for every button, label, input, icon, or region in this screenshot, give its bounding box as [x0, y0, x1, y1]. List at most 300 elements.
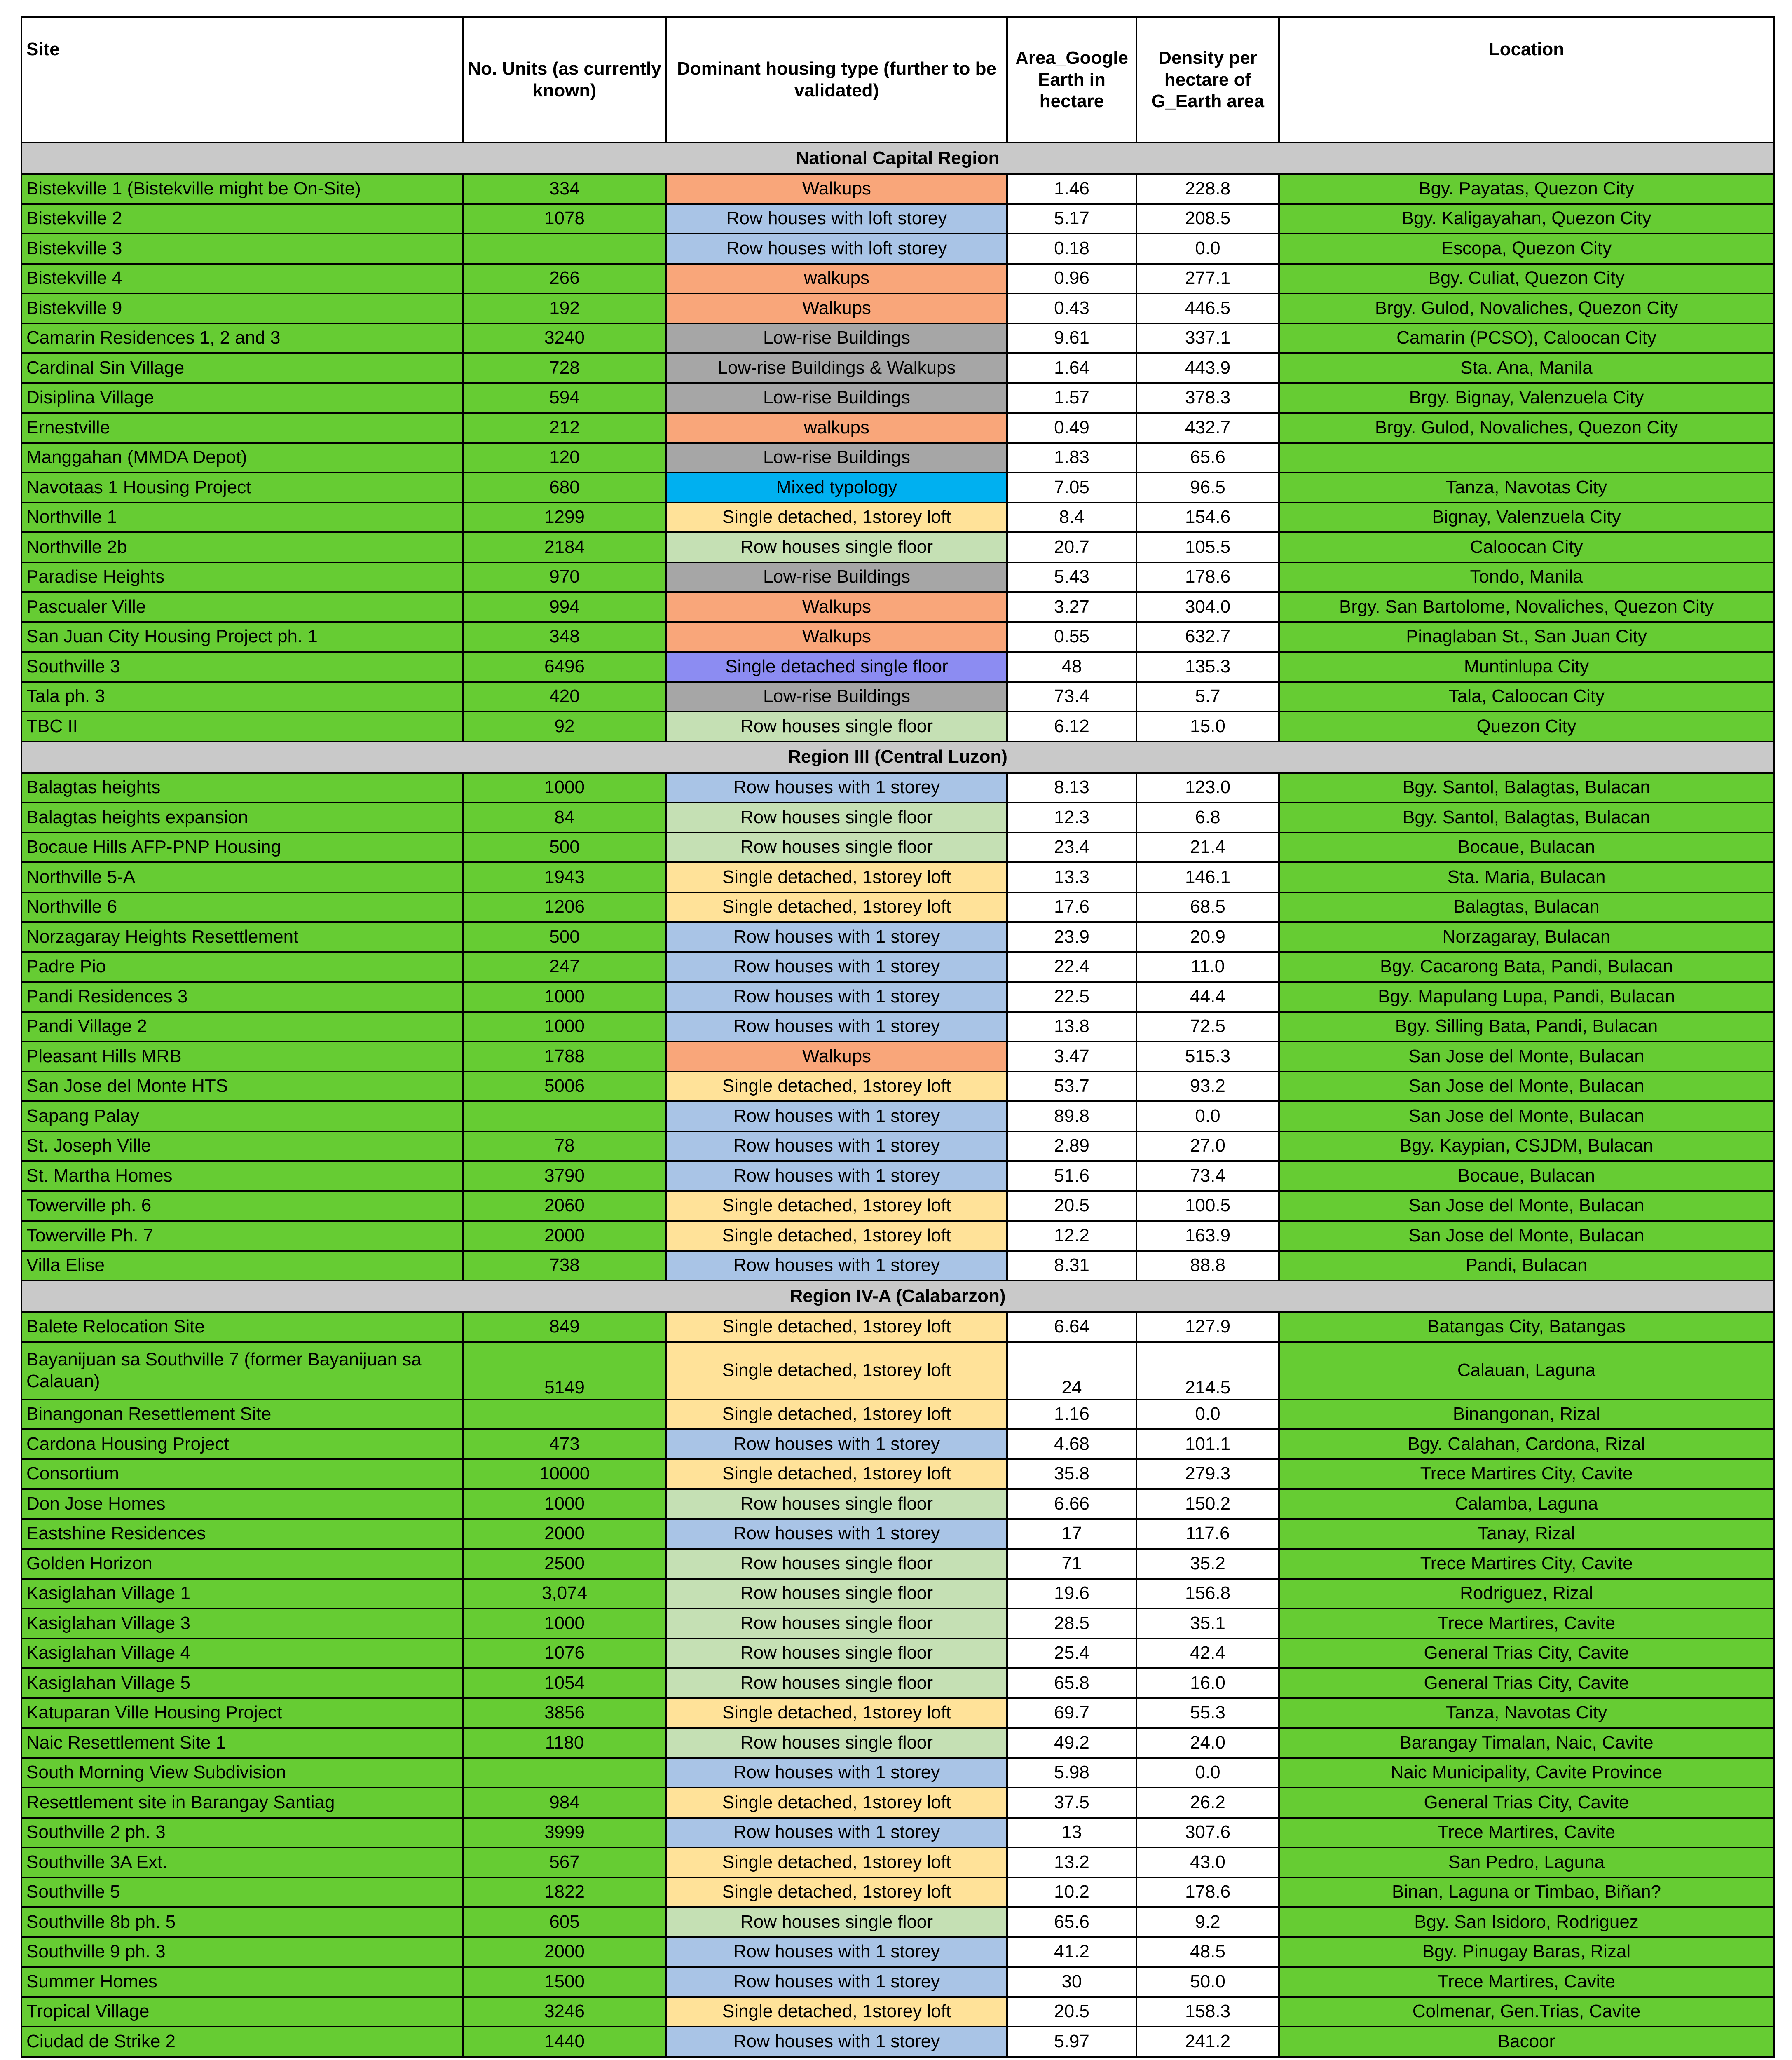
- area-cell[interactable]: 20.7: [1007, 532, 1136, 562]
- units-cell[interactable]: 605: [463, 1907, 666, 1937]
- area-cell[interactable]: 0.55: [1007, 622, 1136, 652]
- site-cell[interactable]: Consortium: [21, 1459, 463, 1489]
- location-cell[interactable]: Pinaglaban St., San Juan City: [1279, 622, 1774, 652]
- units-cell[interactable]: 10000: [463, 1459, 666, 1489]
- location-cell[interactable]: Tondo, Manila: [1279, 562, 1774, 592]
- site-cell[interactable]: Bistekville 3: [21, 234, 463, 264]
- location-cell[interactable]: General Trias City, Cavite: [1279, 1788, 1774, 1818]
- density-cell[interactable]: 24.0: [1136, 1728, 1279, 1758]
- location-cell[interactable]: Binangonan, Rizal: [1279, 1400, 1774, 1430]
- housing-type-cell[interactable]: Low-rise Buildings: [666, 562, 1007, 592]
- site-cell[interactable]: Kasiglahan Village 3: [21, 1608, 463, 1639]
- area-cell[interactable]: 6.64: [1007, 1312, 1136, 1342]
- location-cell[interactable]: Bgy. Mapulang Lupa, Pandi, Bulacan: [1279, 982, 1774, 1012]
- units-cell[interactable]: 500: [463, 833, 666, 863]
- housing-type-cell[interactable]: Single detached, 1storey loft: [666, 1342, 1007, 1400]
- site-cell[interactable]: Disiplina Village: [21, 383, 463, 413]
- units-cell[interactable]: 849: [463, 1312, 666, 1342]
- units-cell[interactable]: [463, 1758, 666, 1788]
- units-cell[interactable]: [463, 234, 666, 264]
- density-cell[interactable]: 515.3: [1136, 1042, 1279, 1072]
- units-cell[interactable]: 1440: [463, 2027, 666, 2057]
- housing-type-cell[interactable]: Row houses with 1 storey: [666, 1818, 1007, 1848]
- site-cell[interactable]: Southville 8b ph. 5: [21, 1907, 463, 1937]
- density-cell[interactable]: 0.0: [1136, 1400, 1279, 1430]
- housing-type-cell[interactable]: Row houses single floor: [666, 1608, 1007, 1639]
- location-cell[interactable]: Bocaue, Bulacan: [1279, 1161, 1774, 1191]
- housing-type-cell[interactable]: Row houses single floor: [666, 1579, 1007, 1609]
- site-cell[interactable]: Southville 3: [21, 652, 463, 682]
- density-cell[interactable]: 146.1: [1136, 862, 1279, 892]
- area-cell[interactable]: 73.4: [1007, 682, 1136, 712]
- site-cell[interactable]: Katuparan Ville Housing Project: [21, 1698, 463, 1728]
- housing-type-cell[interactable]: Row houses with 1 storey: [666, 1101, 1007, 1131]
- area-cell[interactable]: 9.61: [1007, 323, 1136, 353]
- location-cell[interactable]: Tanay, Rizal: [1279, 1519, 1774, 1549]
- housing-type-cell[interactable]: Row houses single floor: [666, 1668, 1007, 1698]
- header-site[interactable]: Site: [21, 17, 463, 143]
- site-cell[interactable]: St. Joseph Ville: [21, 1131, 463, 1161]
- area-cell[interactable]: 13.2: [1007, 1847, 1136, 1877]
- density-cell[interactable]: 208.5: [1136, 204, 1279, 234]
- units-cell[interactable]: 738: [463, 1251, 666, 1281]
- location-cell[interactable]: Brgy. Gulod, Novaliches, Quezon City: [1279, 293, 1774, 323]
- site-cell[interactable]: St. Martha Homes: [21, 1161, 463, 1191]
- units-cell[interactable]: 3240: [463, 323, 666, 353]
- site-cell[interactable]: Southville 3A Ext.: [21, 1847, 463, 1877]
- housing-type-cell[interactable]: Row houses with 1 storey: [666, 773, 1007, 803]
- units-cell[interactable]: 2000: [463, 1221, 666, 1251]
- density-cell[interactable]: 9.2: [1136, 1907, 1279, 1937]
- area-cell[interactable]: 20.5: [1007, 1997, 1136, 2027]
- housing-type-cell[interactable]: Row houses with 1 storey: [666, 1937, 1007, 1967]
- location-cell[interactable]: Tanza, Navotas City: [1279, 1698, 1774, 1728]
- location-cell[interactable]: Muntinlupa City: [1279, 652, 1774, 682]
- density-cell[interactable]: 42.4: [1136, 1639, 1279, 1669]
- housing-type-cell[interactable]: Row houses with 1 storey: [666, 2027, 1007, 2057]
- site-cell[interactable]: Camarin Residences 1, 2 and 3: [21, 323, 463, 353]
- area-cell[interactable]: 1.83: [1007, 443, 1136, 473]
- units-cell[interactable]: 970: [463, 562, 666, 592]
- location-cell[interactable]: Bgy. Pinugay Baras, Rizal: [1279, 1937, 1774, 1967]
- location-cell[interactable]: Bgy. Silling Bata, Pandi, Bulacan: [1279, 1012, 1774, 1042]
- units-cell[interactable]: 594: [463, 383, 666, 413]
- location-cell[interactable]: San Jose del Monte, Bulacan: [1279, 1101, 1774, 1131]
- site-cell[interactable]: Padre Pio: [21, 952, 463, 982]
- location-cell[interactable]: Bgy. Santol, Balagtas, Bulacan: [1279, 803, 1774, 833]
- region-name[interactable]: Region IV-A (Calabarzon): [21, 1280, 1774, 1312]
- site-cell[interactable]: Balete Relocation Site: [21, 1312, 463, 1342]
- density-cell[interactable]: 277.1: [1136, 264, 1279, 294]
- units-cell[interactable]: 1180: [463, 1728, 666, 1758]
- density-cell[interactable]: 43.0: [1136, 1847, 1279, 1877]
- housing-type-cell[interactable]: Row houses with 1 storey: [666, 982, 1007, 1012]
- location-cell[interactable]: Bocaue, Bulacan: [1279, 833, 1774, 863]
- units-cell[interactable]: 334: [463, 174, 666, 204]
- housing-type-cell[interactable]: Row houses with 1 storey: [666, 952, 1007, 982]
- location-cell[interactable]: Bgy. Cacarong Bata, Pandi, Bulacan: [1279, 952, 1774, 982]
- site-cell[interactable]: Naic Resettlement Site 1: [21, 1728, 463, 1758]
- area-cell[interactable]: 53.7: [1007, 1072, 1136, 1102]
- area-cell[interactable]: 5.97: [1007, 2027, 1136, 2057]
- density-cell[interactable]: 27.0: [1136, 1131, 1279, 1161]
- housing-type-cell[interactable]: Single detached, 1storey loft: [666, 1698, 1007, 1728]
- density-cell[interactable]: 156.8: [1136, 1579, 1279, 1609]
- site-cell[interactable]: Bistekville 2: [21, 204, 463, 234]
- units-cell[interactable]: 3790: [463, 1161, 666, 1191]
- housing-type-cell[interactable]: Mixed typology: [666, 473, 1007, 503]
- site-cell[interactable]: Southville 2 ph. 3: [21, 1818, 463, 1848]
- area-cell[interactable]: 41.2: [1007, 1937, 1136, 1967]
- units-cell[interactable]: 1000: [463, 1608, 666, 1639]
- location-cell[interactable]: Naic Municipality, Cavite Province: [1279, 1758, 1774, 1788]
- density-cell[interactable]: 101.1: [1136, 1429, 1279, 1459]
- area-cell[interactable]: 12.3: [1007, 803, 1136, 833]
- density-cell[interactable]: 443.9: [1136, 353, 1279, 383]
- units-cell[interactable]: 1299: [463, 503, 666, 533]
- site-cell[interactable]: South Morning View Subdivision: [21, 1758, 463, 1788]
- site-cell[interactable]: Kasiglahan Village 4: [21, 1639, 463, 1669]
- site-cell[interactable]: Southville 9 ph. 3: [21, 1937, 463, 1967]
- housing-type-cell[interactable]: Single detached, 1storey loft: [666, 1072, 1007, 1102]
- density-cell[interactable]: 16.0: [1136, 1668, 1279, 1698]
- area-cell[interactable]: 6.66: [1007, 1489, 1136, 1519]
- units-cell[interactable]: 1000: [463, 1489, 666, 1519]
- housing-type-cell[interactable]: Row houses with loft storey: [666, 234, 1007, 264]
- site-cell[interactable]: Kasiglahan Village 1: [21, 1579, 463, 1609]
- location-cell[interactable]: General Trias City, Cavite: [1279, 1639, 1774, 1669]
- site-cell[interactable]: Pleasant Hills MRB: [21, 1042, 463, 1072]
- site-cell[interactable]: Pandi Residences 3: [21, 982, 463, 1012]
- density-cell[interactable]: 0.0: [1136, 234, 1279, 264]
- location-cell[interactable]: Brgy. Bignay, Valenzuela City: [1279, 383, 1774, 413]
- density-cell[interactable]: 632.7: [1136, 622, 1279, 652]
- units-cell[interactable]: 5006: [463, 1072, 666, 1102]
- site-cell[interactable]: Northville 6: [21, 892, 463, 922]
- location-cell[interactable]: Pandi, Bulacan: [1279, 1251, 1774, 1281]
- units-cell[interactable]: 2500: [463, 1549, 666, 1579]
- area-cell[interactable]: 20.5: [1007, 1191, 1136, 1221]
- area-cell[interactable]: 1.16: [1007, 1400, 1136, 1430]
- region-name[interactable]: National Capital Region: [21, 143, 1774, 174]
- housing-type-cell[interactable]: Low-rise Buildings: [666, 383, 1007, 413]
- area-cell[interactable]: 6.12: [1007, 712, 1136, 742]
- location-cell[interactable]: Sta. Ana, Manila: [1279, 353, 1774, 383]
- density-cell[interactable]: 0.0: [1136, 1101, 1279, 1131]
- area-cell[interactable]: 2.89: [1007, 1131, 1136, 1161]
- location-cell[interactable]: Binan, Laguna or Timbao, Biñan?: [1279, 1877, 1774, 1908]
- density-cell[interactable]: 5.7: [1136, 682, 1279, 712]
- density-cell[interactable]: 158.3: [1136, 1997, 1279, 2027]
- header-location[interactable]: Location: [1279, 17, 1774, 143]
- area-cell[interactable]: 48: [1007, 652, 1136, 682]
- housing-type-cell[interactable]: Row houses single floor: [666, 803, 1007, 833]
- density-cell[interactable]: 117.6: [1136, 1519, 1279, 1549]
- housing-type-cell[interactable]: Row houses single floor: [666, 532, 1007, 562]
- header-density[interactable]: Density per hectare of G_Earth area: [1136, 17, 1279, 143]
- area-cell[interactable]: 0.49: [1007, 413, 1136, 443]
- density-cell[interactable]: 0.0: [1136, 1758, 1279, 1788]
- housing-type-cell[interactable]: Single detached, 1storey loft: [666, 1997, 1007, 2027]
- location-cell[interactable]: Trece Martires, Cavite: [1279, 1608, 1774, 1639]
- density-cell[interactable]: 48.5: [1136, 1937, 1279, 1967]
- site-cell[interactable]: Tala ph. 3: [21, 682, 463, 712]
- area-cell[interactable]: 12.2: [1007, 1221, 1136, 1251]
- area-cell[interactable]: 7.05: [1007, 473, 1136, 503]
- density-cell[interactable]: 378.3: [1136, 383, 1279, 413]
- units-cell[interactable]: 1206: [463, 892, 666, 922]
- site-cell[interactable]: Paradise Heights: [21, 562, 463, 592]
- area-cell[interactable]: 1.46: [1007, 174, 1136, 204]
- units-cell[interactable]: 728: [463, 353, 666, 383]
- density-cell[interactable]: 88.8: [1136, 1251, 1279, 1281]
- location-cell[interactable]: Calamba, Laguna: [1279, 1489, 1774, 1519]
- density-cell[interactable]: 26.2: [1136, 1788, 1279, 1818]
- housing-type-cell[interactable]: Single detached, 1storey loft: [666, 503, 1007, 533]
- density-cell[interactable]: 279.3: [1136, 1459, 1279, 1489]
- site-cell[interactable]: Villa Elise: [21, 1251, 463, 1281]
- location-cell[interactable]: Barangay Timalan, Naic, Cavite: [1279, 1728, 1774, 1758]
- location-cell[interactable]: Bignay, Valenzuela City: [1279, 503, 1774, 533]
- units-cell[interactable]: 500: [463, 922, 666, 952]
- housing-type-cell[interactable]: Row houses with 1 storey: [666, 1758, 1007, 1788]
- density-cell[interactable]: 50.0: [1136, 1967, 1279, 1997]
- housing-type-cell[interactable]: Single detached, 1storey loft: [666, 862, 1007, 892]
- site-cell[interactable]: Cardona Housing Project: [21, 1429, 463, 1459]
- units-cell[interactable]: 473: [463, 1429, 666, 1459]
- density-cell[interactable]: 68.5: [1136, 892, 1279, 922]
- site-cell[interactable]: Binangonan Resettlement Site: [21, 1400, 463, 1430]
- location-cell[interactable]: Colmenar, Gen.Trias, Cavite: [1279, 1997, 1774, 2027]
- area-cell[interactable]: 65.8: [1007, 1668, 1136, 1698]
- site-cell[interactable]: Pascualer Ville: [21, 592, 463, 622]
- area-cell[interactable]: 89.8: [1007, 1101, 1136, 1131]
- housing-type-cell[interactable]: Single detached, 1storey loft: [666, 1788, 1007, 1818]
- density-cell[interactable]: 6.8: [1136, 803, 1279, 833]
- units-cell[interactable]: 1943: [463, 862, 666, 892]
- site-cell[interactable]: Northville 1: [21, 503, 463, 533]
- location-cell[interactable]: General Trias City, Cavite: [1279, 1668, 1774, 1698]
- units-cell[interactable]: 6496: [463, 652, 666, 682]
- housing-type-cell[interactable]: Row houses with 1 storey: [666, 1131, 1007, 1161]
- housing-type-cell[interactable]: Row houses single floor: [666, 1907, 1007, 1937]
- site-cell[interactable]: Balagtas heights expansion: [21, 803, 463, 833]
- units-cell[interactable]: 994: [463, 592, 666, 622]
- location-cell[interactable]: Brgy. Gulod, Novaliches, Quezon City: [1279, 413, 1774, 443]
- site-cell[interactable]: Don Jose Homes: [21, 1489, 463, 1519]
- density-cell[interactable]: 178.6: [1136, 1877, 1279, 1908]
- location-cell[interactable]: San Jose del Monte, Bulacan: [1279, 1221, 1774, 1251]
- units-cell[interactable]: 84: [463, 803, 666, 833]
- units-cell[interactable]: 212: [463, 413, 666, 443]
- housing-type-cell[interactable]: Row houses with 1 storey: [666, 1519, 1007, 1549]
- area-cell[interactable]: 13: [1007, 1818, 1136, 1848]
- area-cell[interactable]: 51.6: [1007, 1161, 1136, 1191]
- density-cell[interactable]: 135.3: [1136, 652, 1279, 682]
- site-cell[interactable]: Norzagaray Heights Resettlement: [21, 922, 463, 952]
- site-cell[interactable]: TBC II: [21, 712, 463, 742]
- units-cell[interactable]: 1500: [463, 1967, 666, 1997]
- housing-type-cell[interactable]: Single detached, 1storey loft: [666, 1312, 1007, 1342]
- housing-type-cell[interactable]: Walkups: [666, 1042, 1007, 1072]
- location-cell[interactable]: [1279, 443, 1774, 473]
- density-cell[interactable]: 93.2: [1136, 1072, 1279, 1102]
- density-cell[interactable]: 105.5: [1136, 532, 1279, 562]
- site-cell[interactable]: Bocaue Hills AFP-PNP Housing: [21, 833, 463, 863]
- housing-type-cell[interactable]: Row houses single floor: [666, 712, 1007, 742]
- density-cell[interactable]: 35.2: [1136, 1549, 1279, 1579]
- units-cell[interactable]: 247: [463, 952, 666, 982]
- housing-type-cell[interactable]: Single detached single floor: [666, 652, 1007, 682]
- density-cell[interactable]: 432.7: [1136, 413, 1279, 443]
- region-name[interactable]: Region III (Central Luzon): [21, 742, 1774, 773]
- area-cell[interactable]: 0.43: [1007, 293, 1136, 323]
- density-cell[interactable]: 11.0: [1136, 952, 1279, 982]
- density-cell[interactable]: 65.6: [1136, 443, 1279, 473]
- housing-type-cell[interactable]: Row houses single floor: [666, 1549, 1007, 1579]
- housing-type-cell[interactable]: Walkups: [666, 592, 1007, 622]
- density-cell[interactable]: 44.4: [1136, 982, 1279, 1012]
- housing-type-cell[interactable]: Low-rise Buildings: [666, 682, 1007, 712]
- location-cell[interactable]: Bgy. Payatas, Quezon City: [1279, 174, 1774, 204]
- site-cell[interactable]: Summer Homes: [21, 1967, 463, 1997]
- housing-type-cell[interactable]: Row houses single floor: [666, 1639, 1007, 1669]
- density-cell[interactable]: 150.2: [1136, 1489, 1279, 1519]
- housing-type-cell[interactable]: Walkups: [666, 293, 1007, 323]
- units-cell[interactable]: 1076: [463, 1639, 666, 1669]
- units-cell[interactable]: 2000: [463, 1937, 666, 1967]
- location-cell[interactable]: Caloocan City: [1279, 532, 1774, 562]
- area-cell[interactable]: 25.4: [1007, 1639, 1136, 1669]
- units-cell[interactable]: 78: [463, 1131, 666, 1161]
- density-cell[interactable]: 178.6: [1136, 562, 1279, 592]
- units-cell[interactable]: 1000: [463, 1012, 666, 1042]
- area-cell[interactable]: 23.4: [1007, 833, 1136, 863]
- header-units[interactable]: No. Units (as currently known): [463, 17, 666, 143]
- site-cell[interactable]: Bistekville 4: [21, 264, 463, 294]
- housing-type-cell[interactable]: walkups: [666, 413, 1007, 443]
- area-cell[interactable]: 4.68: [1007, 1429, 1136, 1459]
- location-cell[interactable]: Sta. Maria, Bulacan: [1279, 862, 1774, 892]
- housing-type-cell[interactable]: Row houses with 1 storey: [666, 922, 1007, 952]
- site-cell[interactable]: Balagtas heights: [21, 773, 463, 803]
- site-cell[interactable]: Golden Horizon: [21, 1549, 463, 1579]
- location-cell[interactable]: Bgy. Kaligayahan, Quezon City: [1279, 204, 1774, 234]
- housing-type-cell[interactable]: Single detached, 1storey loft: [666, 1191, 1007, 1221]
- density-cell[interactable]: 446.5: [1136, 293, 1279, 323]
- housing-type-cell[interactable]: Row houses with 1 storey: [666, 1429, 1007, 1459]
- area-cell[interactable]: 13.3: [1007, 862, 1136, 892]
- location-cell[interactable]: Brgy. San Bartolome, Novaliches, Quezon City: [1279, 592, 1774, 622]
- units-cell[interactable]: 5149: [463, 1342, 666, 1400]
- site-cell[interactable]: Bistekville 1 (Bistekville might be On-Site): [21, 174, 463, 204]
- header-housing-type[interactable]: Dominant housing type (further to be validated): [666, 17, 1007, 143]
- area-cell[interactable]: 65.6: [1007, 1907, 1136, 1937]
- area-cell[interactable]: 24: [1007, 1342, 1136, 1400]
- area-cell[interactable]: 3.27: [1007, 592, 1136, 622]
- site-cell[interactable]: San Juan City Housing Project ph. 1: [21, 622, 463, 652]
- site-cell[interactable]: Tropical Village: [21, 1997, 463, 2027]
- site-cell[interactable]: Bistekville 9: [21, 293, 463, 323]
- density-cell[interactable]: 228.8: [1136, 174, 1279, 204]
- location-cell[interactable]: Batangas City, Batangas: [1279, 1312, 1774, 1342]
- area-cell[interactable]: 30: [1007, 1967, 1136, 1997]
- location-cell[interactable]: San Jose del Monte, Bulacan: [1279, 1042, 1774, 1072]
- location-cell[interactable]: Camarin (PCSO), Caloocan City: [1279, 323, 1774, 353]
- density-cell[interactable]: 35.1: [1136, 1608, 1279, 1639]
- location-cell[interactable]: Calauan, Laguna: [1279, 1342, 1774, 1400]
- area-cell[interactable]: 17.6: [1007, 892, 1136, 922]
- units-cell[interactable]: 2000: [463, 1519, 666, 1549]
- location-cell[interactable]: Trece Martires, Cavite: [1279, 1967, 1774, 1997]
- site-cell[interactable]: Northville 2b: [21, 532, 463, 562]
- site-cell[interactable]: Sapang Palay: [21, 1101, 463, 1131]
- units-cell[interactable]: 567: [463, 1847, 666, 1877]
- location-cell[interactable]: San Jose del Monte, Bulacan: [1279, 1191, 1774, 1221]
- housing-type-cell[interactable]: Single detached, 1storey loft: [666, 1847, 1007, 1877]
- location-cell[interactable]: Balagtas, Bulacan: [1279, 892, 1774, 922]
- area-cell[interactable]: 5.17: [1007, 204, 1136, 234]
- site-cell[interactable]: Resettlement site in Barangay Santiag: [21, 1788, 463, 1818]
- area-cell[interactable]: 71: [1007, 1549, 1136, 1579]
- density-cell[interactable]: 21.4: [1136, 833, 1279, 863]
- site-cell[interactable]: Manggahan (MMDA Depot): [21, 443, 463, 473]
- header-area[interactable]: Area_Google Earth in hectare: [1007, 17, 1136, 143]
- units-cell[interactable]: 1788: [463, 1042, 666, 1072]
- density-cell[interactable]: 163.9: [1136, 1221, 1279, 1251]
- location-cell[interactable]: Trece Martires City, Cavite: [1279, 1549, 1774, 1579]
- area-cell[interactable]: 1.57: [1007, 383, 1136, 413]
- location-cell[interactable]: Bgy. Kaypian, CSJDM, Bulacan: [1279, 1131, 1774, 1161]
- area-cell[interactable]: 13.8: [1007, 1012, 1136, 1042]
- units-cell[interactable]: 3246: [463, 1997, 666, 2027]
- site-cell[interactable]: Cardinal Sin Village: [21, 353, 463, 383]
- area-cell[interactable]: 22.4: [1007, 952, 1136, 982]
- units-cell[interactable]: [463, 1101, 666, 1131]
- site-cell[interactable]: Kasiglahan Village 5: [21, 1668, 463, 1698]
- area-cell[interactable]: 5.43: [1007, 562, 1136, 592]
- location-cell[interactable]: Bgy. Culiat, Quezon City: [1279, 264, 1774, 294]
- housing-type-cell[interactable]: Low-rise Buildings & Walkups: [666, 353, 1007, 383]
- area-cell[interactable]: 8.13: [1007, 773, 1136, 803]
- density-cell[interactable]: 127.9: [1136, 1312, 1279, 1342]
- units-cell[interactable]: 192: [463, 293, 666, 323]
- site-cell[interactable]: Ernestville: [21, 413, 463, 443]
- area-cell[interactable]: 28.5: [1007, 1608, 1136, 1639]
- units-cell[interactable]: 120: [463, 443, 666, 473]
- units-cell[interactable]: [463, 1400, 666, 1430]
- density-cell[interactable]: 304.0: [1136, 592, 1279, 622]
- housing-type-cell[interactable]: Row houses with 1 storey: [666, 1012, 1007, 1042]
- site-cell[interactable]: Pandi Village 2: [21, 1012, 463, 1042]
- housing-type-cell[interactable]: Row houses single floor: [666, 1728, 1007, 1758]
- area-cell[interactable]: 49.2: [1007, 1728, 1136, 1758]
- site-cell[interactable]: Towerville Ph. 7: [21, 1221, 463, 1251]
- area-cell[interactable]: 10.2: [1007, 1877, 1136, 1908]
- units-cell[interactable]: 1000: [463, 773, 666, 803]
- location-cell[interactable]: Bgy. Santol, Balagtas, Bulacan: [1279, 773, 1774, 803]
- location-cell[interactable]: San Jose del Monte, Bulacan: [1279, 1072, 1774, 1102]
- site-cell[interactable]: Eastshine Residences: [21, 1519, 463, 1549]
- housing-type-cell[interactable]: Row houses single floor: [666, 833, 1007, 863]
- density-cell[interactable]: 307.6: [1136, 1818, 1279, 1848]
- units-cell[interactable]: 680: [463, 473, 666, 503]
- area-cell[interactable]: 19.6: [1007, 1579, 1136, 1609]
- location-cell[interactable]: Quezon City: [1279, 712, 1774, 742]
- units-cell[interactable]: 348: [463, 622, 666, 652]
- housing-type-cell[interactable]: Single detached, 1storey loft: [666, 1221, 1007, 1251]
- site-cell[interactable]: Northville 5-A: [21, 862, 463, 892]
